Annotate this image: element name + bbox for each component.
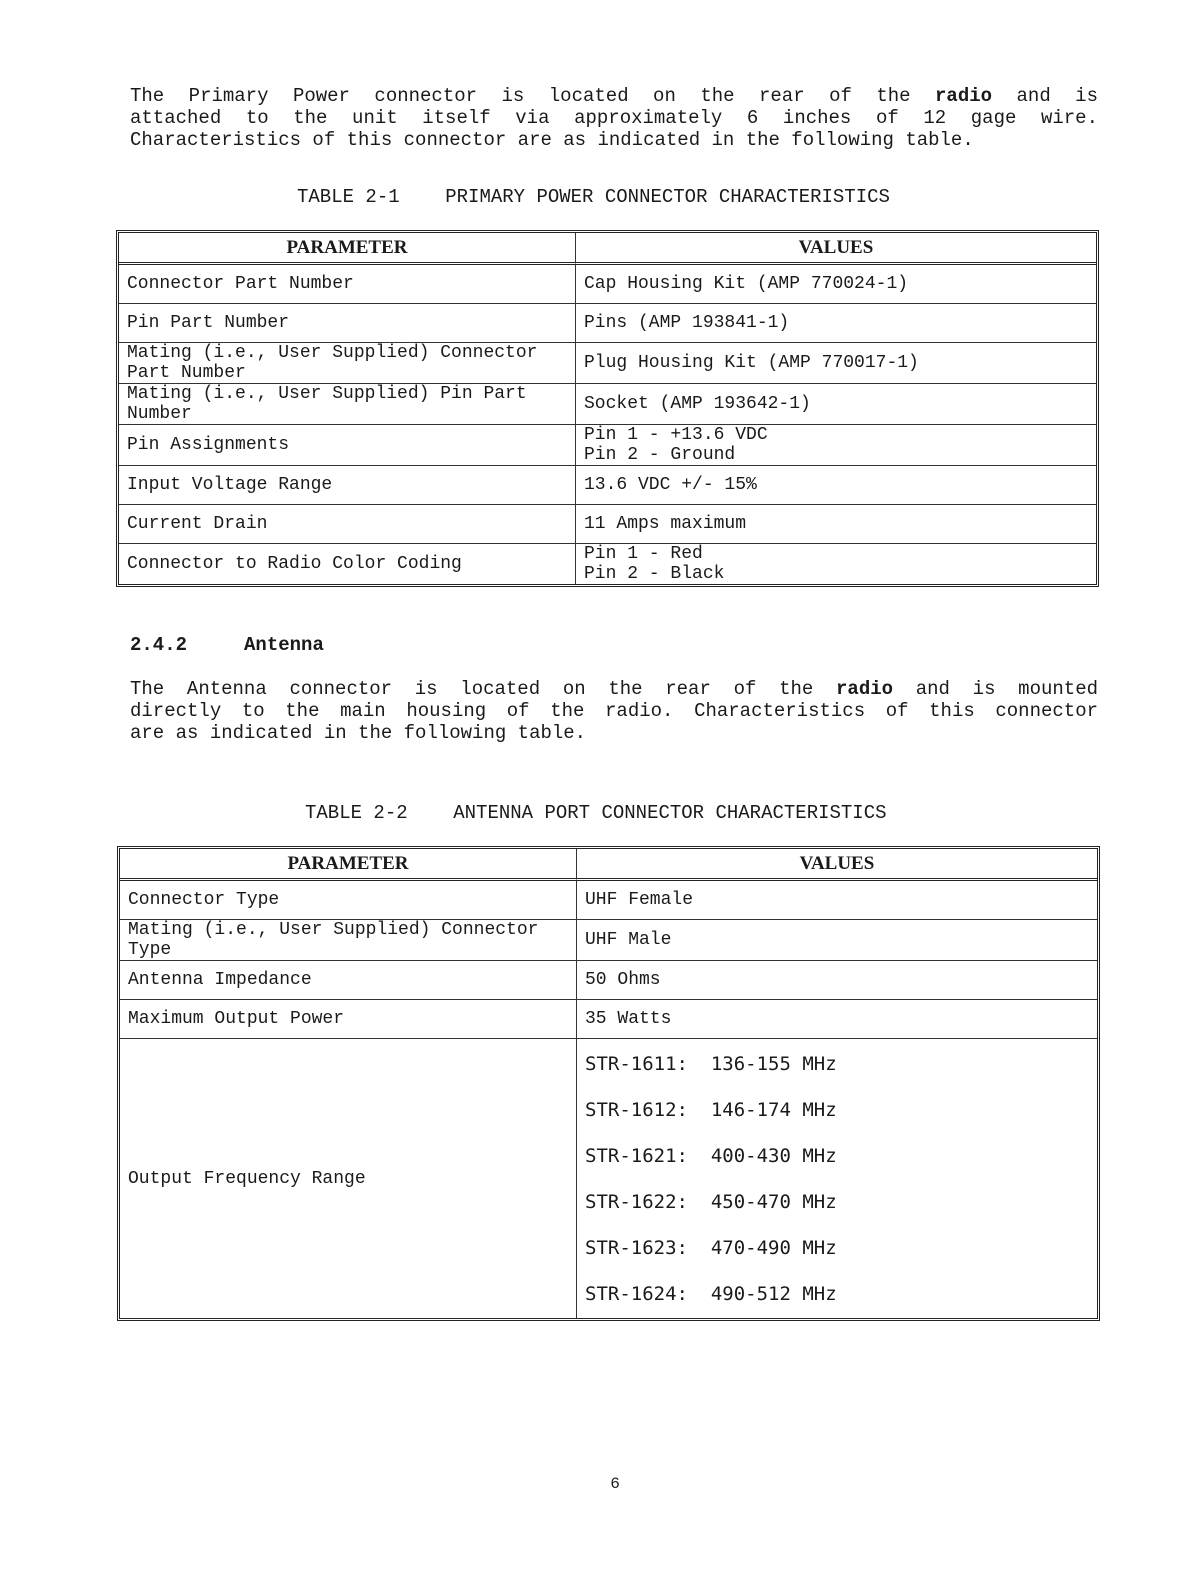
frequency-list-cell	[577, 1039, 1097, 1318]
model-name: STR-1611:	[585, 1052, 688, 1075]
intro-line-3: Characteristics of this connector are as indicated in the following table.	[130, 129, 974, 151]
table-row	[120, 961, 1097, 1000]
page-number: 6	[610, 1475, 620, 1493]
table-row	[119, 384, 1096, 425]
antenna-radio-bold: radio	[836, 678, 894, 700]
value-cell-line: Pins (AMP 193841-1)	[584, 313, 790, 333]
value-cell-line: Socket (AMP 193642-1)	[584, 394, 811, 414]
table-2-header-parameter: PARAMETER	[120, 849, 577, 881]
frequency-range: 490-512 MHz	[710, 1282, 837, 1305]
parameter-cell: Output Frequency Range	[120, 1039, 577, 1318]
value-cell-line: 13.6 VDC +/- 15%	[584, 475, 757, 495]
intro-radio-bold: radio	[935, 85, 993, 107]
value-cell	[576, 505, 1096, 544]
table-2-caption-number: TABLE 2-2	[305, 802, 408, 824]
value-cell	[577, 1000, 1097, 1039]
value-cell-line: Cap Housing Kit (AMP 770024-1)	[584, 274, 909, 294]
value-cell	[576, 304, 1096, 343]
frequency-range: 470-490 MHz	[710, 1236, 837, 1259]
parameter-cell-line: Connector to Radio Color Coding	[127, 554, 462, 574]
frequency-range: 146-174 MHz	[710, 1098, 837, 1121]
table-row	[119, 505, 1096, 544]
antenna-paragraph	[130, 678, 1098, 744]
table-row	[119, 466, 1096, 505]
frequency-entry	[585, 1041, 1089, 1087]
value-cell-line: 50 Ohms	[585, 970, 661, 990]
section-title: Antenna	[244, 634, 324, 656]
value-cell	[576, 265, 1096, 304]
parameter-cell-line: Antenna Impedance	[128, 970, 312, 990]
parameter-cell	[119, 544, 576, 584]
frequency-entry	[585, 1087, 1089, 1133]
parameter-cell	[120, 881, 577, 920]
value-cell-line: Pin 2 - Ground	[584, 445, 736, 465]
parameter-cell-line: Mating (i.e., User Supplied) Connector	[127, 343, 538, 363]
parameter-cell-line: Part Number	[127, 363, 246, 383]
table-2-caption	[305, 802, 887, 824]
table-row	[119, 425, 1096, 466]
parameter-cell-line: Mating (i.e., User Supplied) Pin Part	[127, 384, 527, 404]
table-row	[119, 304, 1096, 343]
section-number: 2.4.2	[130, 634, 188, 656]
value-cell-line: UHF Male	[585, 930, 672, 950]
frequency-range: 136-155 MHz	[710, 1052, 837, 1075]
antenna-line-2: directly to the main housing of the radio. Characteristics of this connector	[130, 700, 1098, 722]
frequency-entry	[585, 1179, 1089, 1225]
table-2-caption-title: ANTENNA PORT CONNECTOR CHARACTERISTICS	[453, 802, 887, 824]
model-name: STR-1624:	[585, 1282, 688, 1305]
table-1-caption	[297, 186, 890, 208]
parameter-cell	[120, 920, 577, 961]
value-cell-line: 11 Amps maximum	[584, 514, 747, 534]
value-cell	[577, 961, 1097, 1000]
parameter-cell	[119, 505, 576, 544]
value-cell	[576, 425, 1096, 466]
parameter-cell	[120, 1000, 577, 1039]
table-row	[120, 920, 1097, 961]
frequency-entry	[585, 1225, 1089, 1271]
value-cell	[576, 466, 1096, 505]
parameter-cell-line: Type	[128, 940, 172, 960]
value-cell-line: UHF Female	[585, 890, 694, 910]
parameter-cell	[119, 265, 576, 304]
table-row-frequency	[120, 1039, 1097, 1318]
parameter-cell-line: Current Drain	[127, 514, 268, 534]
table-primary-power	[116, 230, 1099, 587]
table-antenna-port	[117, 846, 1100, 1321]
parameter-cell	[119, 304, 576, 343]
parameter-cell-line: Number	[127, 404, 192, 424]
table-1-header-parameter: PARAMETER	[119, 233, 576, 265]
value-cell-line: Pin 2 - Black	[584, 564, 725, 584]
value-cell	[577, 881, 1097, 920]
table-1-caption-title: PRIMARY POWER CONNECTOR CHARACTERISTICS	[445, 186, 890, 208]
intro-line-1: The Primary Power connector is located on the rear of the radio and is	[130, 85, 1098, 107]
section-heading	[130, 634, 324, 656]
frequency-entry	[585, 1271, 1089, 1317]
table-2-header-values: VALUES	[577, 849, 1097, 881]
parameter-cell	[119, 384, 576, 425]
table-row	[120, 1000, 1097, 1039]
value-cell-line: 35 Watts	[585, 1009, 672, 1029]
frequency-range: 450-470 MHz	[710, 1190, 837, 1213]
antenna-line-1: The Antenna connector is located on the rear of the radio and is mounted	[130, 678, 1098, 700]
parameter-cell	[119, 466, 576, 505]
model-name: STR-1623:	[585, 1236, 688, 1259]
model-name: STR-1612:	[585, 1098, 688, 1121]
antenna-line-3: are as indicated in the following table.	[130, 722, 587, 744]
table-row	[119, 265, 1096, 304]
parameter-cell	[120, 961, 577, 1000]
table-row	[120, 881, 1097, 920]
table-row	[119, 544, 1096, 584]
value-cell-line: Pin 1 - +13.6 VDC	[584, 425, 768, 445]
model-name: STR-1622:	[585, 1190, 688, 1213]
parameter-cell-line: Connector Part Number	[127, 274, 354, 294]
frequency-entry	[585, 1133, 1089, 1179]
frequency-range: 400-430 MHz	[710, 1144, 837, 1167]
table-1-caption-number: TABLE 2-1	[297, 186, 400, 208]
parameter-cell-line: Mating (i.e., User Supplied) Connector	[128, 920, 539, 940]
value-cell	[576, 544, 1096, 584]
value-cell	[576, 384, 1096, 425]
value-cell-line: Plug Housing Kit (AMP 770017-1)	[584, 353, 919, 373]
value-cell	[576, 343, 1096, 384]
table-row	[119, 343, 1096, 384]
value-cell	[577, 920, 1097, 961]
parameter-cell-line: Pin Part Number	[127, 313, 290, 333]
intro-paragraph	[130, 85, 1098, 151]
intro-line-2: attached to the unit itself via approximately 6 inches of 12 gage wire.	[130, 107, 1098, 129]
parameter-cell-line: Pin Assignments	[127, 435, 290, 455]
value-cell-line: Pin 1 - Red	[584, 544, 703, 564]
parameter-cell-line: Maximum Output Power	[128, 1009, 345, 1029]
table-1-header-values: VALUES	[576, 233, 1096, 265]
parameter-cell	[119, 343, 576, 384]
model-name: STR-1621:	[585, 1144, 688, 1167]
parameter-cell	[119, 425, 576, 466]
parameter-cell-line: Input Voltage Range	[127, 475, 333, 495]
parameter-cell-line: Connector Type	[128, 890, 280, 910]
